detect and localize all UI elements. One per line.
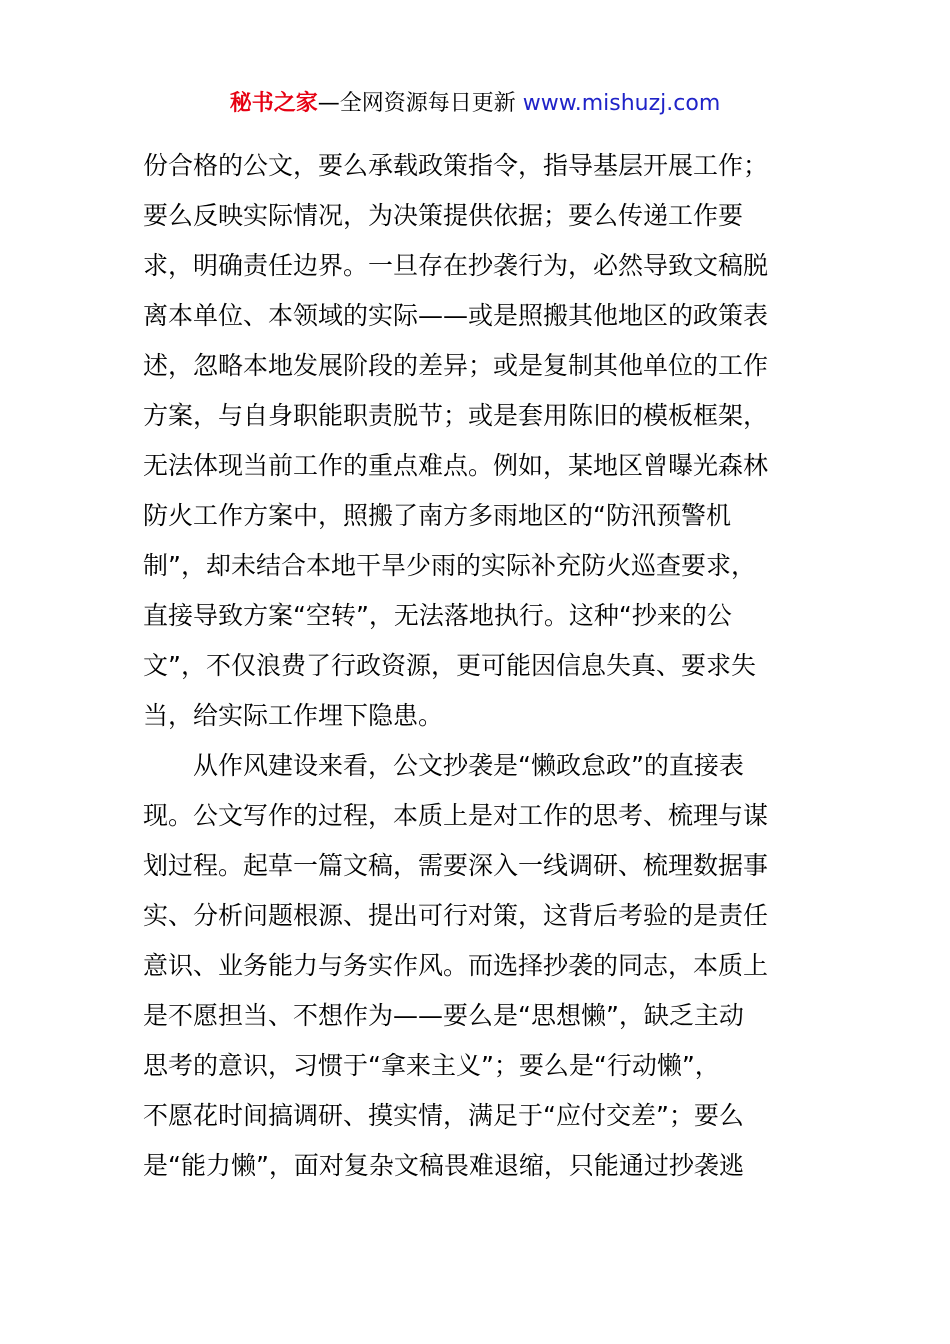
text-line: 是不愿担当、不想作为——要么是“思想懒”，缺乏主动 [143,1001,744,1030]
text-line: 防火工作方案中，照搬了南方多雨地区的“防汛预警机 [143,501,731,530]
paragraph-2 [143,741,813,1191]
text-line: 述，忽略本地发展阶段的差异；或是复制其他单位的工作 [143,351,769,380]
text-line: 离本单位、本领域的实际——或是照搬其他地区的政策表 [143,301,769,330]
page-header [0,86,950,122]
text-line: 是“能力懒”，面对复杂文稿畏难退缩，只能通过抄袭逃 [143,1151,744,1180]
text-line: 制”，却未结合本地干旱少雨的实际补充防火巡查要求， [143,551,756,580]
text-line: 从作风建设来看，公文抄袭是“懒政怠政”的直接表 [193,751,744,780]
brand-name: 秘书之家 [229,91,318,116]
text-line: 直接导致方案“空转”，无法落地执行。这种“抄来的公 [143,601,732,630]
text-line: 当，给实际工作埋下隐患。 [143,701,444,730]
text-line: 思考的意识，习惯于“拿来主义”；要么是“行动懒”， [143,1051,720,1080]
header-slogan: —全网资源每日更新 [317,91,516,116]
site-url-link[interactable]: www.mishuzj.com [522,91,721,116]
document-body [143,141,813,1191]
text-line: 方案，与自身职能职责脱节；或是套用陈旧的模板框架， [143,401,769,430]
text-line: 不愿花时间搞调研、摸实情，满足于“应付交差”；要么 [143,1101,744,1130]
text-line: 划过程。起草一篇文稿，需要深入一线调研、梳理数据事 [143,851,769,880]
text-line: 无法体现当前工作的重点难点。例如，某地区曾曝光森林 [143,451,769,480]
text-line: 文”，不仅浪费了行政资源，更可能因信息失真、要求失 [143,651,756,680]
text-line: 意识、业务能力与务实作风。而选择抄袭的同志，本质上 [143,951,769,980]
text-line: 要么反映实际情况，为决策提供依据；要么传递工作要 [143,201,744,230]
text-line: 份合格的公文，要么承载政策指令，指导基层开展工作； [143,151,769,180]
text-line: 求，明确责任边界。一旦存在抄袭行为，必然导致文稿脱 [143,251,769,280]
text-line: 实、分析问题根源、提出可行对策，这背后考验的是责任 [143,901,769,930]
paragraph-1 [143,141,813,741]
text-line: 现。公文写作的过程，本质上是对工作的思考、梳理与谋 [143,801,769,830]
